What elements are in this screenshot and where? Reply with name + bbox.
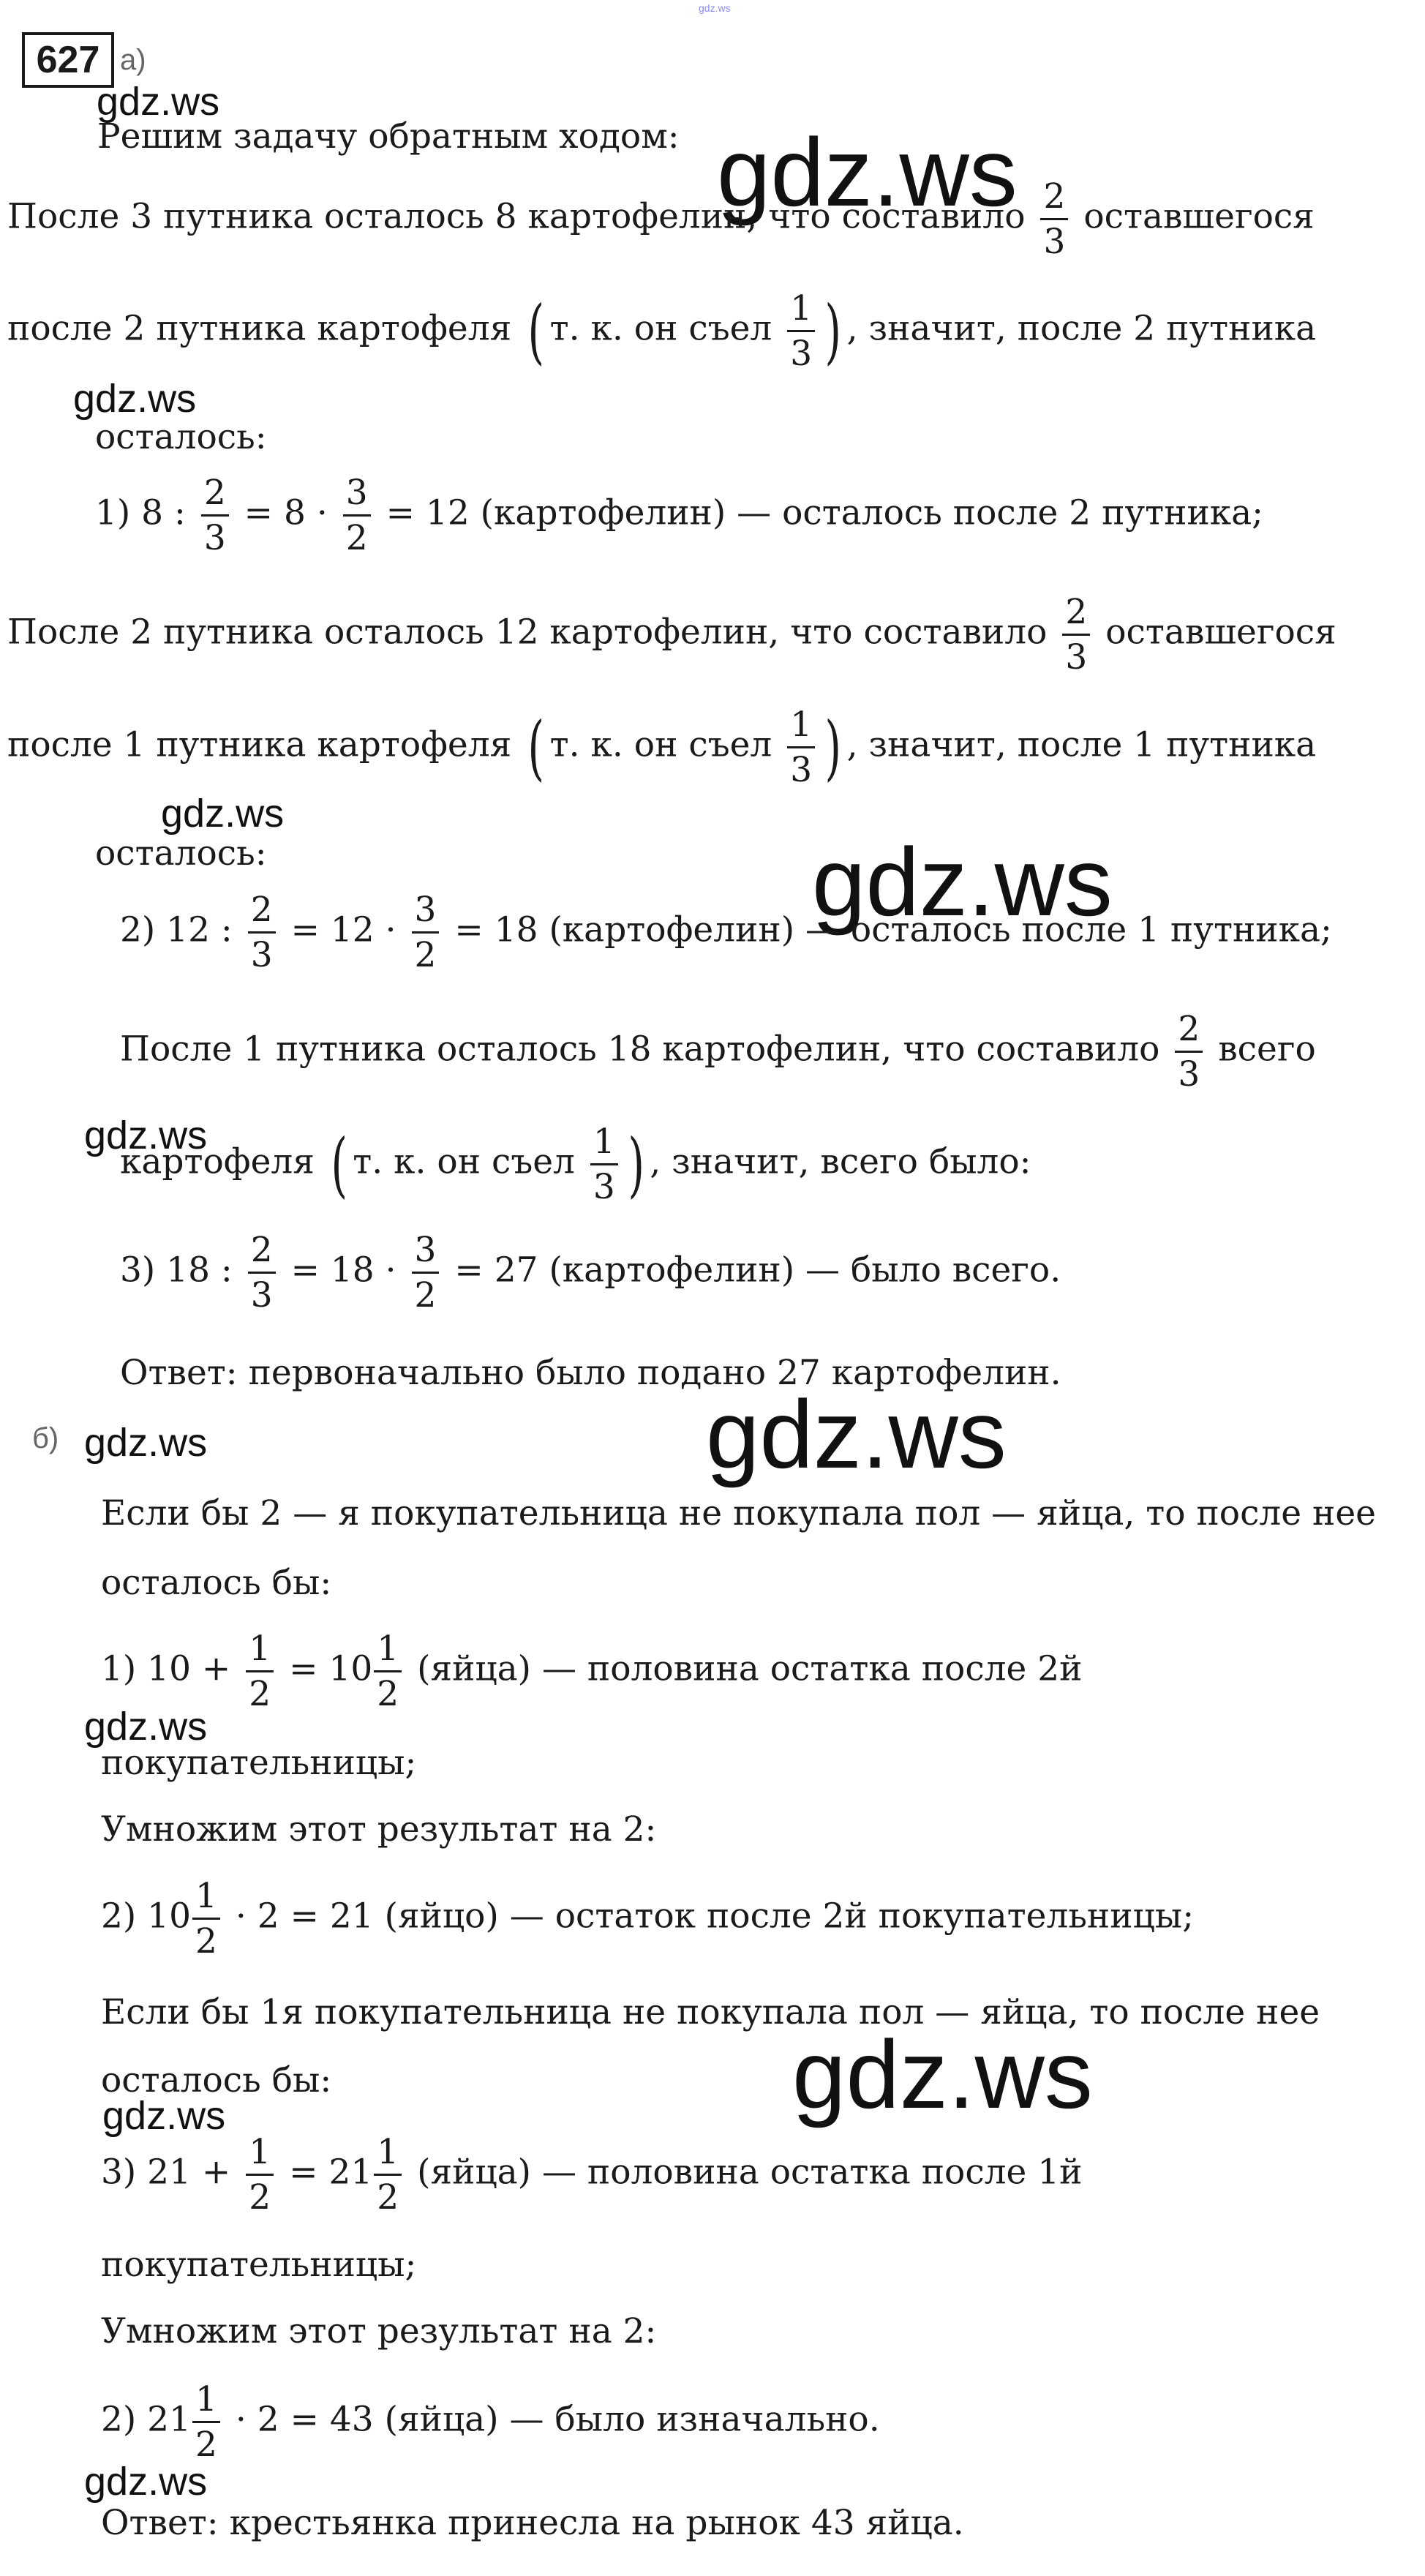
watermark: gdz.ws xyxy=(792,2021,1093,2128)
paragraph-line: после 1 путника картофеля ( т. к. он съел $\frac{1}{3}$ ) , значит, после 1 путника xyxy=(7,705,1317,790)
watermark: gdz.ws xyxy=(84,1114,208,1157)
text-line: Умножим этот результат на 2: xyxy=(101,1809,657,1850)
watermark: gdz.ws xyxy=(717,119,1018,226)
fraction: $\frac{1}{2}$ xyxy=(246,2135,274,2215)
math-step: 2) 21 $\frac{1}{2}$ · 2 = 43 (яйца) — было изначально. xyxy=(101,2379,880,2465)
watermark: gdz.ws xyxy=(97,80,220,124)
text-line: покупательницы; xyxy=(101,2245,417,2285)
task-number: 627 xyxy=(22,32,114,88)
fraction: $\frac{1}{2}$ xyxy=(192,1879,220,1959)
fraction: $\frac{2}{3}$ xyxy=(1062,595,1090,675)
fraction: $\frac{2}{3}$ xyxy=(248,1233,276,1313)
fraction: $\frac{1}{2}$ xyxy=(192,2382,220,2462)
math-step: 3) 21 + $\frac{1}{2}$ = 21 $\frac{1}{2}$ (яйца) — половина остатка после 1й xyxy=(101,2132,1083,2218)
part-b-label: б) xyxy=(32,1422,59,1454)
text-line: осталось бы: xyxy=(101,1563,332,1603)
paragraph-line: После 1 путника осталось 18 картофелин, что составило $\frac{2}{3}$ всего xyxy=(120,1009,1316,1094)
fraction: $\frac{1}{2}$ xyxy=(246,1631,274,1711)
text-line: Если бы 2 — я покупательница не покупала пол — яйца, то после нее xyxy=(101,1493,1376,1533)
answer-b: Ответ: крестьянка принесла на рынок 43 яйца. xyxy=(101,2503,964,2543)
paragraph-line: картофеля ( т. к. он съел $\frac{1}{3}$ ) , значит, всего было: xyxy=(120,1122,1031,1207)
fraction: $\frac{1}{2}$ xyxy=(374,1631,402,1711)
text-line: осталось: xyxy=(95,417,267,457)
fraction: $\frac{3}{2}$ xyxy=(343,476,371,555)
watermark: gdz.ws xyxy=(73,377,197,421)
intro-line: Решим задачу обратным ходом: xyxy=(97,116,680,157)
fraction: $\frac{3}{2}$ xyxy=(412,1233,440,1313)
watermark: gdz.ws xyxy=(84,2460,208,2504)
watermark: gdz.ws xyxy=(84,1705,208,1749)
math-step: 1) 8 : $\frac{2}{3}$ = 8 · $\frac{3}{2}$ = 12 (картофелин) — осталось после 2 путника; xyxy=(95,473,1264,558)
math-step: 2) 10 $\frac{1}{2}$ · 2 = 21 (яйцо) — остаток после 2й покупательницы; xyxy=(101,1876,1195,1961)
fraction: $\frac{2}{3}$ xyxy=(1175,1012,1203,1092)
watermark-top: gdz.ws xyxy=(699,2,731,14)
text-line: Умножим этот результат на 2: xyxy=(101,2311,657,2351)
text-line: осталось бы: xyxy=(101,2060,332,2100)
watermark: gdz.ws xyxy=(84,1421,208,1465)
paragraph-line: После 2 путника осталось 12 картофелин, что составило $\frac{2}{3}$ оставшегося xyxy=(7,592,1336,677)
text-line: осталось: xyxy=(95,833,267,874)
paragraph-line: После 3 путника осталось 8 картофелин, что составило $\frac{2}{3}$ оставшегося xyxy=(7,176,1315,262)
paragraph-line: после 2 путника картофеля ( т. к. он съел $\frac{1}{3}$ ) , значит, после 2 путника xyxy=(7,288,1317,374)
text-line: Если бы 1я покупательница не покупала пол — яйца, то после нее xyxy=(101,1992,1320,2032)
math-step: 2) 12 : $\frac{2}{3}$ = 12 · $\frac{3}{2}$ = 18 (картофелин) — осталось после 1 путника; xyxy=(120,890,1332,975)
fraction: $\frac{3}{2}$ xyxy=(412,893,440,972)
watermark: gdz.ws xyxy=(102,2094,226,2138)
math-step: 1) 10 + $\frac{1}{2}$ = 10 $\frac{1}{2}$ (яйца) — половина остатка после 2й xyxy=(101,1629,1083,1714)
fraction: $\frac{1}{3}$ xyxy=(590,1124,618,1204)
fraction: $\frac{2}{3}$ xyxy=(1040,179,1068,259)
fraction: $\frac{2}{3}$ xyxy=(248,893,276,972)
text-line: покупательницы; xyxy=(101,1743,417,1783)
watermark: gdz.ws xyxy=(161,792,285,835)
part-a-label: а) xyxy=(120,44,146,76)
fraction: $\frac{1}{3}$ xyxy=(787,291,815,371)
fraction: $\frac{1}{2}$ xyxy=(374,2135,402,2215)
fraction: $\frac{2}{3}$ xyxy=(201,476,229,555)
watermark: gdz.ws xyxy=(812,828,1113,936)
answer-a: Ответ: первоначально было подано 27 картофелин. xyxy=(120,1353,1061,1393)
watermark: gdz.ws xyxy=(706,1381,1007,1488)
fraction: $\frac{1}{3}$ xyxy=(787,707,815,787)
math-step: 3) 18 : $\frac{2}{3}$ = 18 · $\frac{3}{2}$ = 27 (картофелин) — было всего. xyxy=(120,1230,1061,1315)
